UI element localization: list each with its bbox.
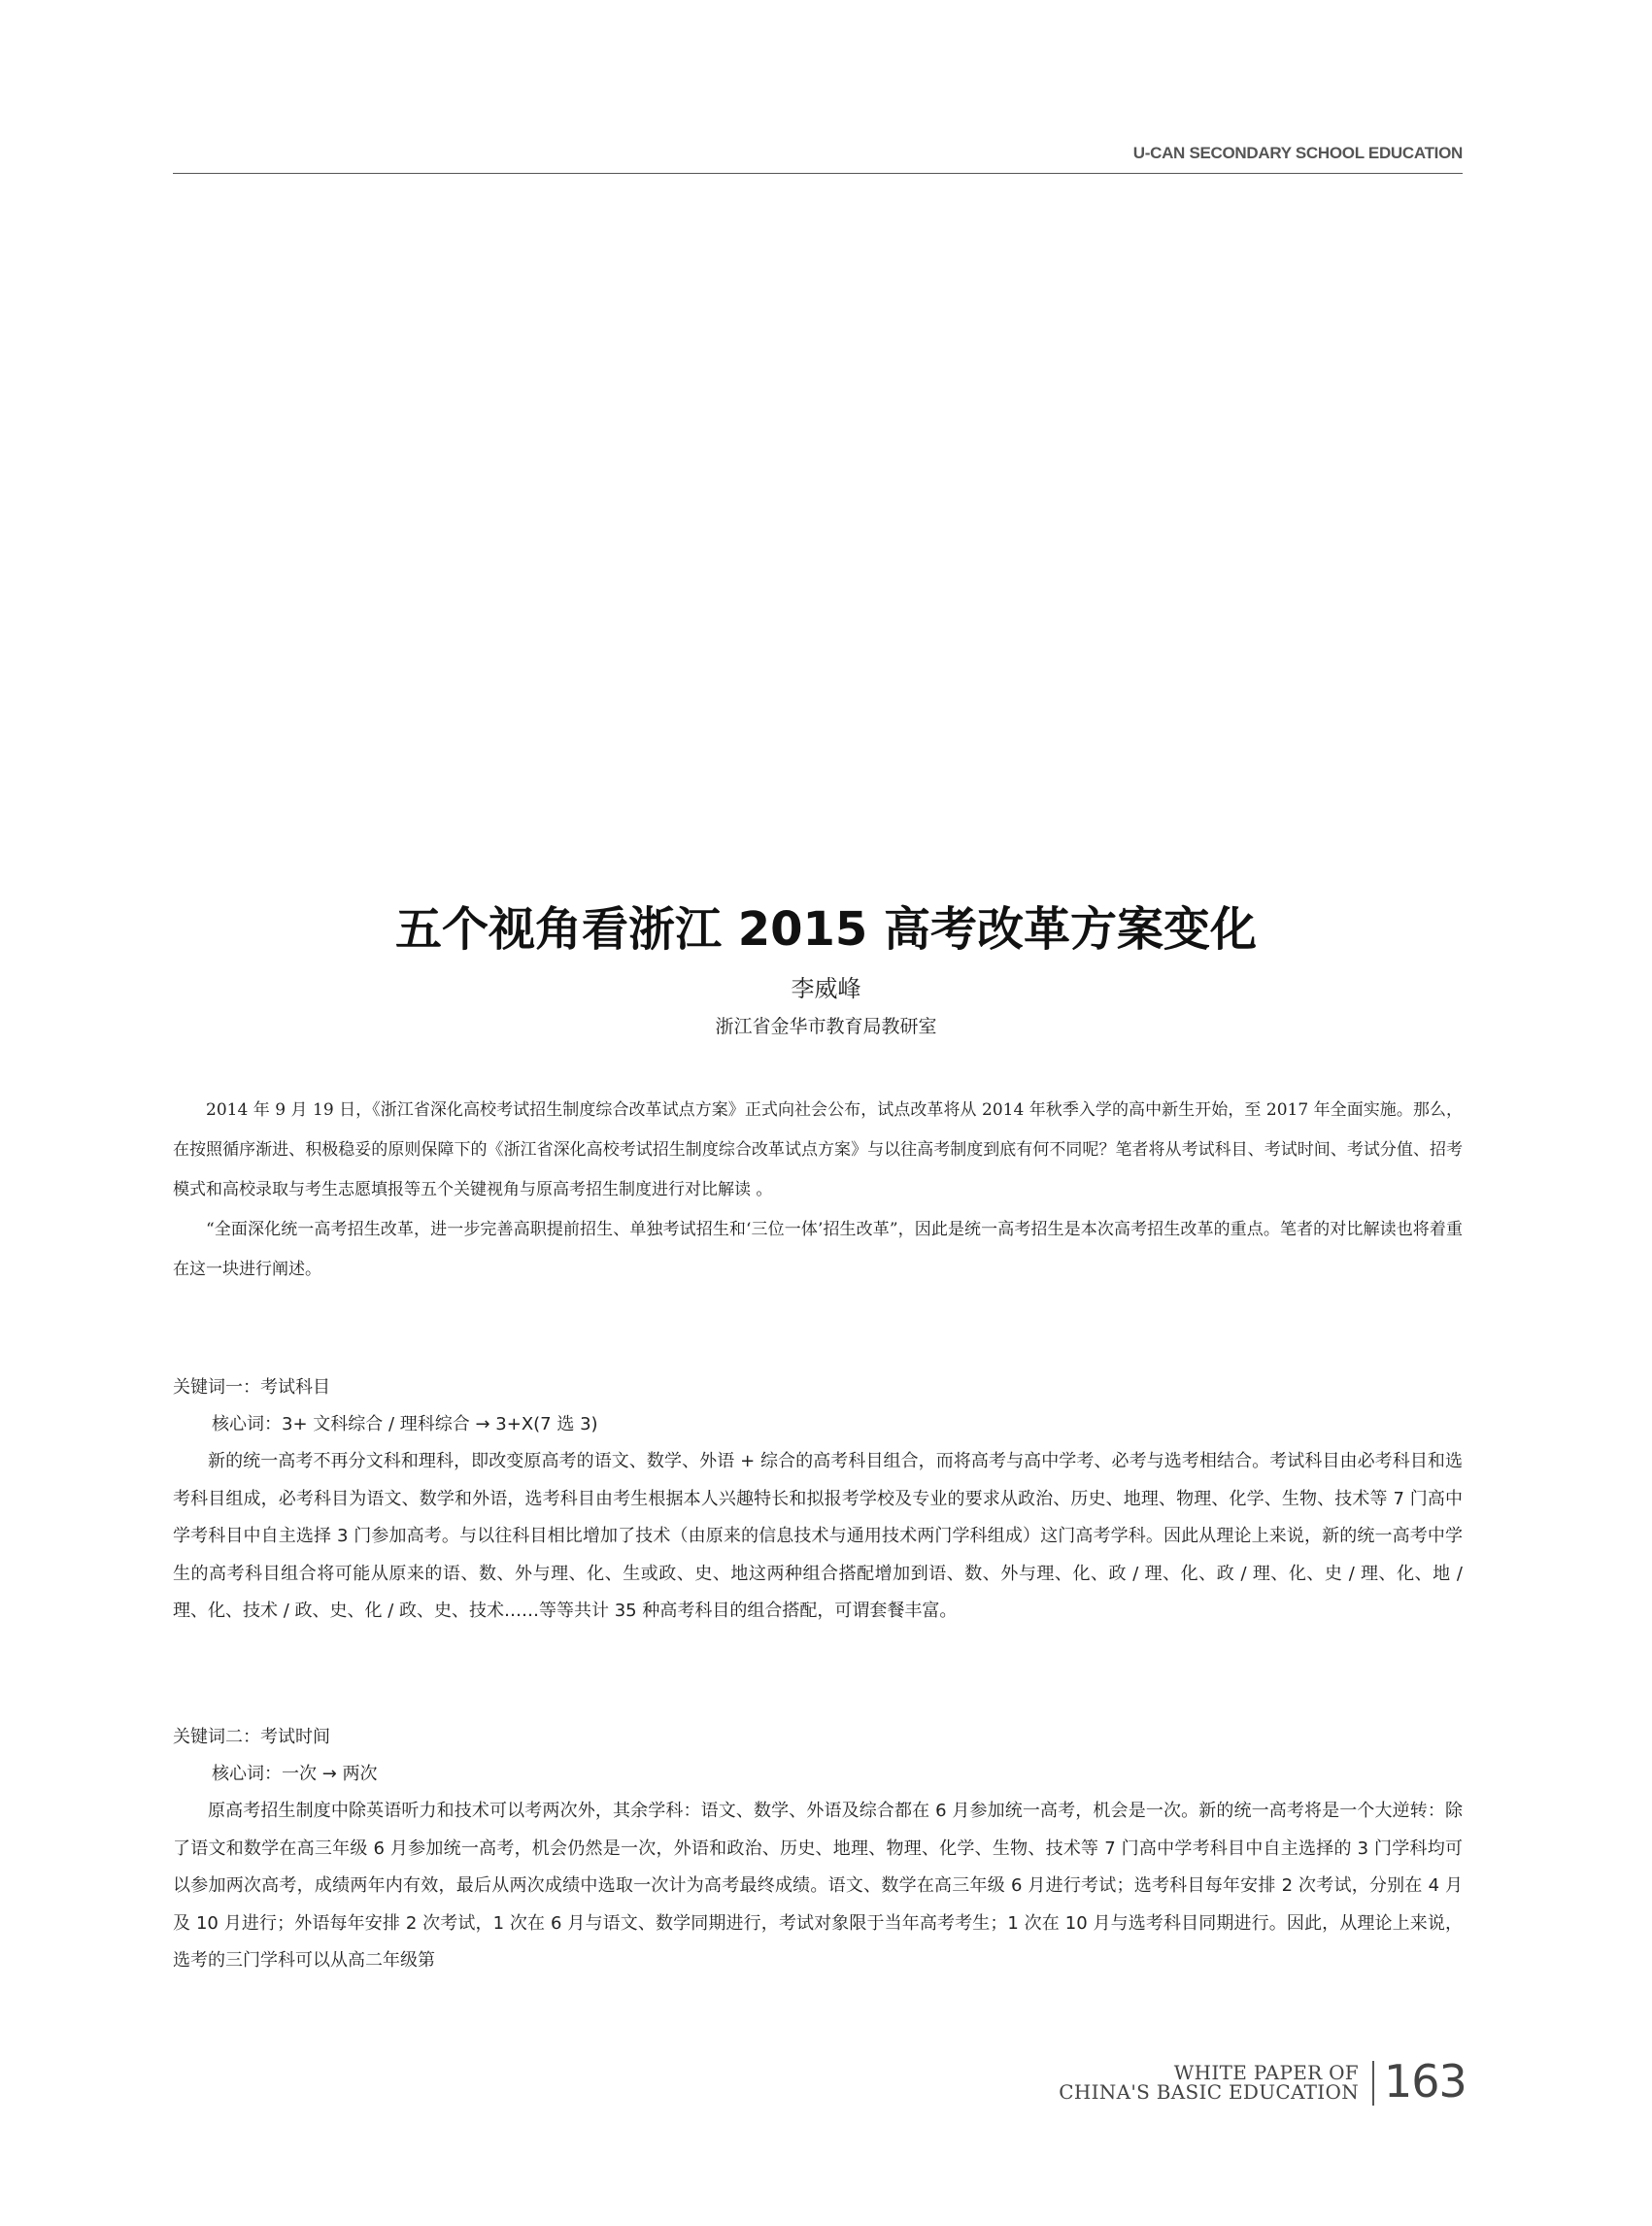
section-body: 新的统一高考不再分文科和理科，即改变原高考的语文、数学、外语 + 综合的高考科目组合，而将高考与高中学考、必考与选考相结合。考试科目由必考科目和选考科目组成，必考科目为语文、数学和外语，选考科目由考生根据本人兴趣特长和拟报考学校及专业的要求从政治、历史、地理、物理、化学、生物、技术等 7 门高中学考科目中自主选择 3 门参加高考。与以往科目相比增加了技术（由原来的信息技术与通用技术两门学科组成）这门高考学科。因此从理论上来说，新的统一高考中学生的高考科目组合将可能从原来的语、数、外与理、化、生或政、史、地这两种组合搭配增加到语、数、外与理、化、政 / 理、化、政 / 理、化、史 / 理、化、地 / 理、化、技术 / 政、史、化 / 政、史、技术……等等共计 35 种高考科目的组合搭配，可谓套餐丰富。	[173, 1451, 1463, 1621]
abstract-paragraph: 2014 年 9 月 19 日，《浙江省深化高校考试招生制度综合改革试点方案》正式向社会公布，试点改革将从 2014 年秋季入学的高中新生开始，至 2017 年全面实施。那么，在按照循序渐进、积极稳妥的原则保障下的《浙江省深化高校考试招生制度综合改革试点方案》与以往高考制度到底有何不同呢？笔者将从考试科目、考试时间、考试分值、招考模式和高校录取与考生志愿填报等五个关键视角与原高考招生制度进行对比解读 。	[173, 1100, 1463, 1199]
section-keyword-1	[173, 1369, 1463, 1631]
section-core-words: 核心词：一次 → 两次	[212, 1764, 378, 1784]
section-heading: 关键词一：考试科目	[173, 1377, 330, 1398]
article-title: 五个视角看浙江 2015 高考改革方案变化	[394, 902, 1258, 957]
page-footer	[0, 2055, 1652, 2113]
footer-divider	[1372, 2061, 1374, 2106]
page-number: 163	[1384, 2055, 1467, 2108]
journal-name-en: U-CAN SECONDARY SCHOOL EDUCATION	[1132, 144, 1463, 162]
article-author: 李威峰	[791, 975, 861, 1002]
abstract-paragraph: “全面深化统一高考招生改革，进一步完善高职提前招生、单独考试招生和‘三位一体’招生改革”，因此是统一高考招生是本次高考招生改革的重点。笔者的对比解读也将着重在这一块进行阐述。	[173, 1220, 1463, 1279]
section-body: 原高考招生制度中除英语听力和技术可以考两次外，其余学科：语文、数学、外语及综合都在 6 月参加统一高考，机会是一次。新的统一高考将是一个大逆转：除了语文和数学在高三年级 6 月参加统一高考，机会仍然是一次，外语和政治、历史、地理、物理、化学、生物、技术等 7 门高中学考科目中自主选择的 3 门学科均可以参加两次高考，成绩两年内有效，最后从两次成绩中选取一次计为高考最终成绩。语文、数学在高三年级 6 月进行考试；选考科目每年安排 2 次考试，分别在 4 月及 10 月进行；外语每年安排 2 次考试，1 次在 6 月与语文、数学同期进行，考试对象限于当年高考考生；1 次在 10 月与选考科目同期进行。因此，从理论上来说，选考的三门学科可以从高二年级第	[173, 1801, 1463, 1971]
footer-line-1: WHITE PAPER OF	[1173, 2061, 1359, 2084]
section-heading: 关键词二：考试时间	[173, 1727, 330, 1747]
running-header	[173, 144, 1463, 174]
footer-journal-name	[1059, 2063, 1359, 2102]
abstract	[173, 1091, 1463, 1290]
section-core-words: 核心词：3+ 文科综合 / 理科综合 → 3+X(7 选 3)	[212, 1414, 598, 1434]
author-affiliation: 浙江省金华市教育局教研室	[715, 1016, 937, 1037]
section-keyword-2	[173, 1719, 1463, 1980]
footer-line-2: CHINA'S BASIC EDUCATION	[1059, 2080, 1359, 2104]
